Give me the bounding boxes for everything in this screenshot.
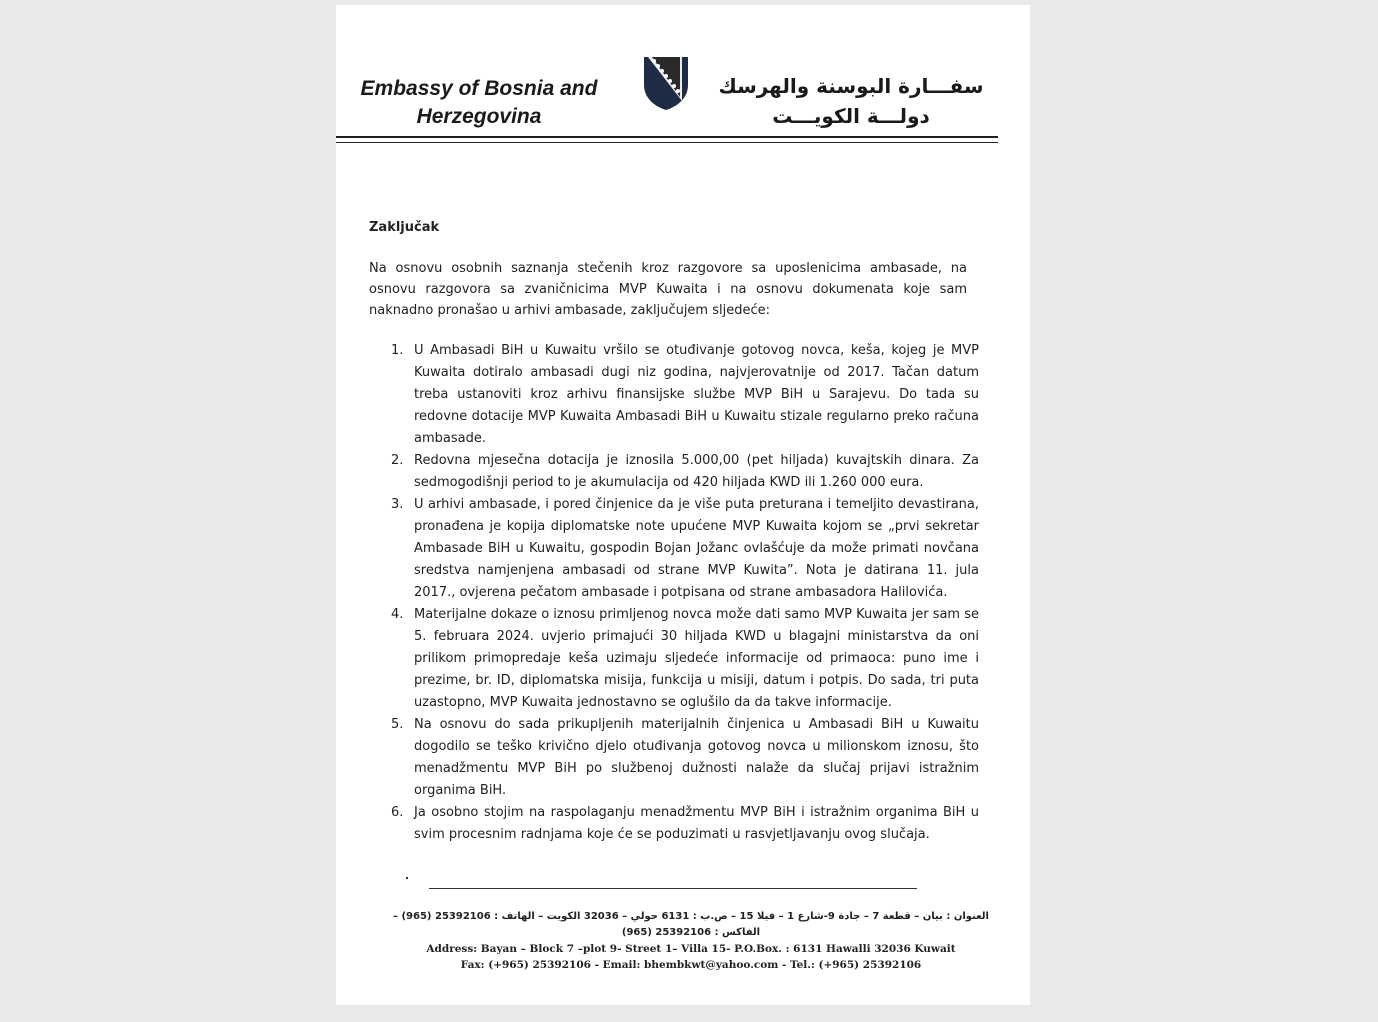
list-item <box>369 714 979 802</box>
footer-divider <box>429 888 917 889</box>
footer-arabic-address: العنوان : بيان – قطعة 7 – جادة 9-شارع 1 – فيلا 15 – ص.ب : 6131 حولي – 32036 الكويت – الهاتف : 25392106 (965) – الفاكس : 25392106 (965) <box>392 911 989 938</box>
letterhead-arabic-line1: سفـــارة البوسنة والهرسك <box>718 74 984 98</box>
footer-address: Address: Bayan – Block 7 –plot 9- Street 1– Villa 15- P.O.Box. : 6131 Hawalli 32036 Kuwait <box>426 943 956 955</box>
watermark: ​ <box>406 454 506 508</box>
list-item-text: Redovna mjesečna dotacija je iznosila 5.000,00 (pet hiljada) kuvajtskih dinara. Za sedmogodišnji period to je akumulacija od 420 hiljada KWD ili 1.260 000 eura. <box>414 453 979 490</box>
letterhead-english-line1: Embassy of Bosnia and <box>360 77 598 100</box>
list-item <box>369 450 979 494</box>
list-item-text: U arhivi ambasade, i pored činjenice da je više puta preturana i temeljito devastirana, pronađena je kopija diplomatske note upućene MVP Kuwaita kojom se „prvi sekretar Ambasade BiH u Kuwaitu, gospodin Bojan Jožanc ovlašćuje da može primati novčana sredstva namjenjena ambasadi od strane MVP Kuwita”. Nota je datirana 11. jula 2017., ovjerena pečatom ambasade i potpisana od strane ambasadora Halilovića. <box>414 497 979 600</box>
list-item-text: Na osnovu do sada prikupljenih materijalnih činjenica u Ambasadi BiH u Kuwaitu dogodilo se teško krivično djelo otuđivanja gotovog novca u milionskom iznosu, što menadžmentu MVP BiH po službenoj dužnosti nalaže da slučaj prijavi istražnim organima BiH. <box>414 717 979 798</box>
letterhead-divider-thin <box>336 142 998 143</box>
footer-contact: Fax: (+965) 25392106 - Email: bhembkwt@yahoo.com - Tel.: (+965) 25392106 <box>460 959 922 971</box>
conclusion-list <box>369 340 979 846</box>
document-page <box>336 5 1030 1005</box>
list-item-text: Materijalne dokaze o iznosu primljenog novca može dati samo MVP Kuwaita jer sam se 5. februara 2024. uvjerio primajući 30 hiljada KWD u blagajni ministarstva da oni prilikom primopredaje keša uzimaju sljedeće informacije od primaoca: puno ime i prezime, br. ID, diplomatska misija, funkcija u misiji, datum i potpis. Do sada, tri puta uzastopno, MVP Kuwaita jednostavno se oglušilo da da takve informacije. <box>414 607 979 710</box>
list-item-number: 4. <box>391 607 404 622</box>
list-item <box>369 802 979 846</box>
letterhead-english-line2: Herzegovina <box>416 105 542 128</box>
letterhead-arabic <box>716 71 986 131</box>
list-item <box>369 494 979 604</box>
list-item-text: U Ambasadi BiH u Kuwaitu vršilo se otuđivanje gotovog novca, keša, kojeg je MVP Kuwaita dotiralo ambasadi dugi niz godina, najvjerovatnije od 2017. Tačan datum treba ustanoviti kroz arhivu finansijske službe MVP BiH u Sarajevu. Do tada su redovne dotacije MVP Kuwaita Ambasadi BiH u Kuwaitu stizale regularno preko računa ambasade. <box>414 343 979 446</box>
list-item-number: 6. <box>391 805 404 820</box>
document-heading: Zaključak <box>369 220 440 235</box>
list-item-text: Ja osobno stojim na raspolaganju menadžmentu MVP BiH i istražnim organima BiH u svim procesnim radnjama koje će se poduzimati u rasvjetljavanju ovog slučaja. <box>414 805 979 842</box>
list-item-number: 2. <box>391 453 404 468</box>
letterhead-arabic-line2: دولـــة الكويـــت <box>772 104 930 128</box>
stray-mark <box>406 877 408 879</box>
bosnia-crest-icon <box>642 55 690 111</box>
list-item <box>369 340 979 450</box>
footer <box>376 909 1006 973</box>
document-intro: Na osnovu osobnih saznanja stečenih kroz razgovore sa uposlenicima ambasade, na osnovu razgovora sa zvaničnicima MVP Kuwaita i na osnovu dokumenata koje sam naknadno pronašao u arhivi ambasade, zaključujem sljedeće: <box>369 261 967 318</box>
letterhead-divider-thick <box>336 136 998 138</box>
list-item-number: 1. <box>391 343 404 358</box>
list-item-number: 3. <box>391 497 404 512</box>
list-item-number: 5. <box>391 717 404 732</box>
letterhead-english <box>354 75 604 131</box>
list-item <box>369 604 979 714</box>
